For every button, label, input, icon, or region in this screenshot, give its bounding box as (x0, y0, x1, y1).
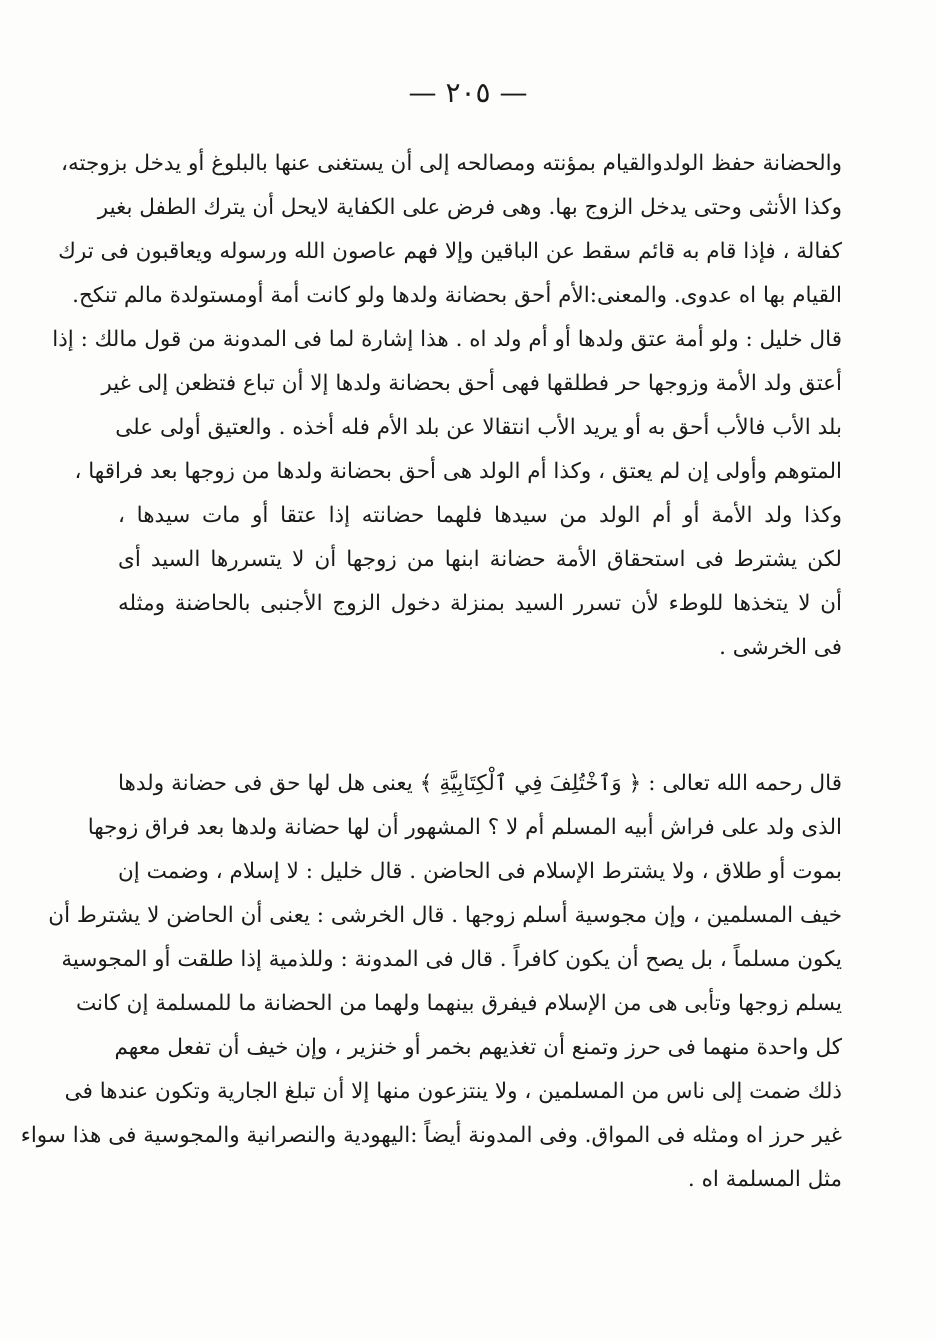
text-line: قال خليل : ولو أمة عتق ولدها أو أم ولد اه . هذا إشارة لما فى المدونة من قول مالك : إذا (52, 327, 842, 352)
text-line: والحضانة حفظ الولدوالقيام بمؤنته ومصالحه إلى أن يستغنى عنها بالبلوغ أو يدخل بزوجته، (61, 151, 842, 176)
text-line: أعتق ولد الأمة وزوجها حر فطلقها فهى أحق بحضانة ولدها إلا أن تباع فتظعن إلى غير (101, 371, 842, 396)
text-line: المتوهم وأولى إن لم يعتق ، وكذا أم الولد هى أحق بحضانة ولدها من زوجها بعد فراقها ، (74, 459, 842, 484)
text-line: كفالة ، فإذا قام به قائم سقط عن الباقين وإلا فهم عاصون الله ورسوله ويعاقبون فى ترك (58, 239, 842, 264)
text-line: مثل المسلمة اه . (687, 1167, 842, 1192)
text-line: ذلك ضمت إلى ناس من المسلمين ، ولا ينتزعون منها إلا أن تبلغ الجارية وتكون عندها فى (64, 1079, 842, 1104)
text-line: قال رحمه الله تعالى : ﴿ وَٱخْتُلِفَ فِي ٱلْكِتَابِيَّةِ ﴾ يعنى هل لها حق فى حضانة ولدها (118, 771, 842, 796)
text-line: كل واحدة منهما فى حرز وتمنع أن تغذيهم بخمر أو خنزير ، وإن خيف أن تفعل معهم (114, 1035, 842, 1060)
paragraph-1 (52, 142, 842, 670)
text-line: أن لا يتخذها للوطء لأن تسرر السيد بمنزلة دخول الزوج الأجنبى بالحاضنة ومثله (118, 591, 842, 616)
text-line: خيف المسلمين ، وإن مجوسية أسلم زوجها . قال الخرشى : يعنى أن الحاضن لا يشترط أن (48, 903, 842, 928)
text-line: وكذا الأنثى وحتى يدخل الزوج بها. وهى فرض على الكفاية لايحل أن يترك الطفل بغير (97, 195, 842, 220)
text-line: بلد الأب فالأب أحق به أو يريد الأب انتقالا عن بلد الأم فله أخذه . والعتيق أولى على (115, 415, 842, 440)
text-line: يكون مسلماً ، بل يصح أن يكون كافراً . قال فى المدونة : وللذمية إذا طلقت أو المجوسية (61, 947, 842, 972)
text-line: غير حرز اه ومثله فى المواق. وفى المدونة أيضاً :اليهودية والنصرانية والمجوسية فى هذا سواء (20, 1123, 842, 1148)
text-line: القيام بها اه عدوى. والمعنى:الأم أحق بحضانة ولدها ولو كانت أمة أومستولدة مالم تنكح. (72, 283, 842, 308)
page-number: — ٢٠٥ — (408, 76, 528, 109)
text-line: الذى ولد على فراش أبيه المسلم أم لا ؟ المشهور أن لها حضانة ولدها بعد فراق زوجها (87, 815, 842, 840)
text-line: لكن يشترط فى استحقاق الأمة حضانة ابنها من زوجها أن لا يتسررها السيد أى (118, 547, 842, 572)
paragraph-2 (20, 762, 842, 1202)
text-line: فى الخرشى . (719, 635, 842, 660)
text-line: بموت أو طلاق ، ولا يشترط الإسلام فى الحاضن . قال خليل : لا إسلام ، وضمت إن (118, 859, 842, 884)
text-line: وكذا ولد الأمة أو أم الولد من سيدها فلهما حضانته إذا عتقا أو مات سيدها ، (118, 503, 842, 528)
text-line: يسلم زوجها وتأبى هى من الإسلام فيفرق بينهما ولهما من الحضانة ما للمسلمة إن كانت (75, 991, 842, 1016)
